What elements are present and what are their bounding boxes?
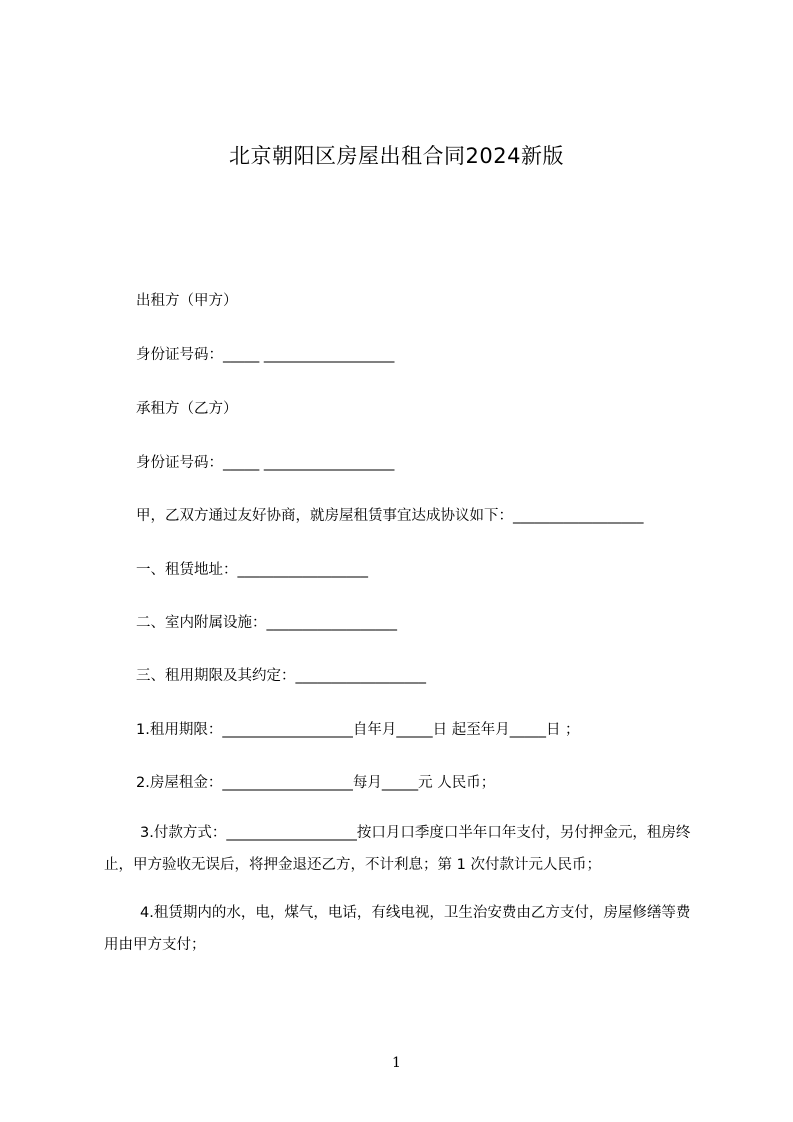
lessor-label: 出租方（甲方） xyxy=(136,293,238,309)
clause-rental-period: 1.租用期限：__________________自年月_____日 起至年月_____日 ； xyxy=(136,722,580,738)
page-number: 1 xyxy=(392,1055,401,1071)
agreement-intro: 甲，乙双方通过友好协商，就房屋租赁事宜达成协议如下：__________________ xyxy=(136,508,644,524)
section-rental-term: 三、租用期限及其约定：__________________ xyxy=(136,668,426,684)
lessee-label: 承租方（乙方） xyxy=(136,401,238,417)
lessor-id-number: 身份证号码：_____ __________________ xyxy=(136,347,395,363)
section-rental-address: 一、租赁地址：__________________ xyxy=(136,562,368,578)
section-facilities: 二、室内附属设施：__________________ xyxy=(136,615,397,631)
document-title: 北京朝阳区房屋出租合同2024新版 xyxy=(229,144,564,168)
clause-payment-method: 3.付款方式：__________________按口月口季度口半年口年支付，另付押金元，租房终止，甲方验收无误后，将押金退还乙方，不计利息；第 1 次付款计元人民币； xyxy=(104,825,691,873)
clause-utilities: 4.租赁期内的水，电，煤气，电话，有线电视，卫生治安费由乙方支付，房屋修缮等费用由甲方支付； xyxy=(104,905,691,953)
clause-rent-amount: 2.房屋租金：__________________每月_____元 人民币； xyxy=(136,775,496,791)
lessee-id-number: 身份证号码：_____ __________________ xyxy=(136,455,395,471)
